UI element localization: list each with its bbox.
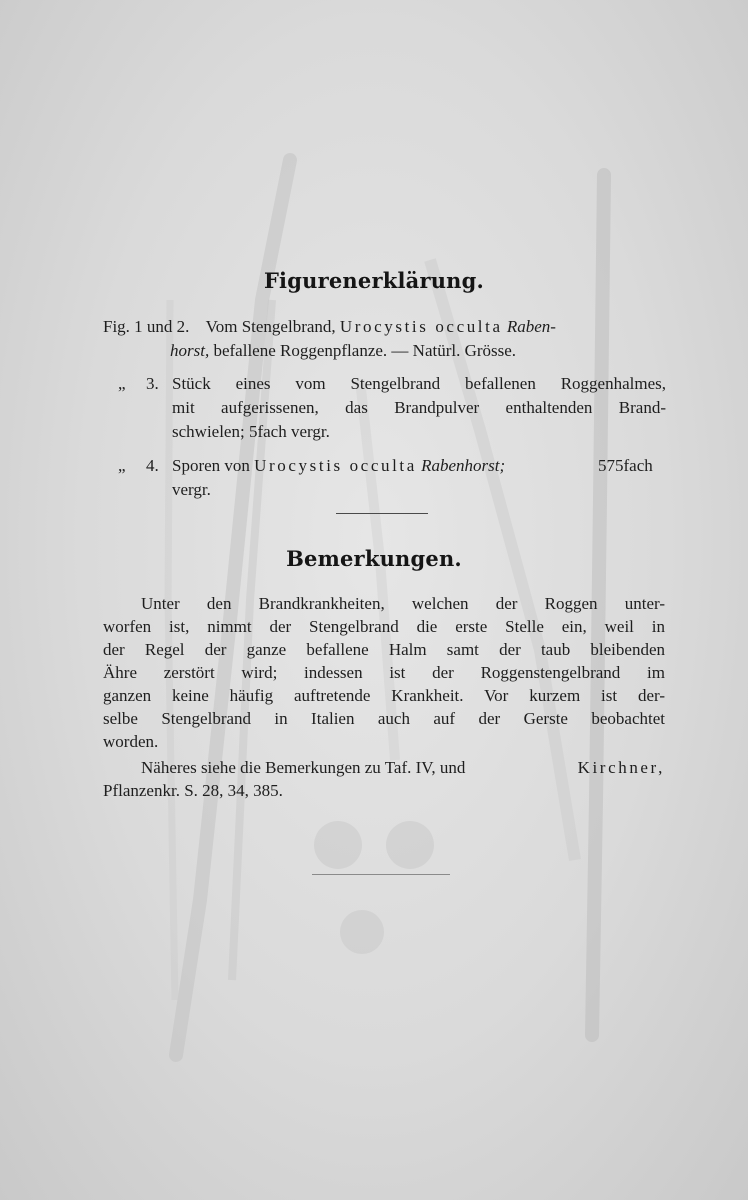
fig-1-2-number: Fig. 1 und 2. [103, 317, 190, 336]
remarks-line-6: selbe Stengelbrand in Italien auch auf der Gerste beobachtet [103, 709, 665, 728]
remarks-line-2: worfen ist, nimmt der Stengelbrand die erste Stelle ein, weil in [103, 617, 665, 636]
remarks-line-7: worden. [103, 732, 159, 751]
remarks-line-1: Unter den Brandkrankheiten, welchen der Roggen unter- [141, 594, 665, 613]
fig-3-line-3: schwielen; 5fach vergr. [172, 422, 330, 441]
remarks-line-5: ganzen keine häufig auftretende Krankheit. Vor kurzem ist der- [103, 686, 665, 705]
reference-line-1 [141, 757, 665, 779]
reference-text: Näheres siehe die Bemerkungen zu Taf. IV, und [141, 758, 466, 777]
fig-3-number: 3. [146, 374, 159, 393]
fig-1-2-entry [103, 316, 556, 338]
reference-line-2: Pflanzenkr. S. 28, 34, 385. [103, 781, 283, 800]
fig-4-author: Rabenhorst; [421, 456, 506, 475]
remarks-line-3: der Regel der ganze befallene Halm samt der taub bleibenden [103, 640, 665, 659]
fig-1-2-author: Raben- [506, 317, 556, 336]
remarks-line-4: Ähre zerstört wird; indessen ist der Roggenstengelbrand im [103, 663, 665, 682]
fig-1-2-species: Urocystis occulta [339, 317, 503, 336]
fig-4-magnification: 575fach [598, 456, 653, 475]
fig-1-2-description: befallene Roggenpflanze. — Natürl. Grösse. [213, 341, 517, 360]
legend-heading: Figurenerklärung. [263, 268, 485, 293]
fig-4-number: 4. [146, 456, 159, 475]
fig-1-2-entry-line-2 [170, 340, 516, 362]
remarks-heading: Bemerkungen. [286, 546, 462, 571]
reference-author: Kirchner, [577, 758, 665, 777]
fig-4-text: Sporen von [172, 456, 250, 475]
section-divider [336, 513, 428, 514]
fig-1-2-text: Vom Stengelbrand, [205, 317, 336, 336]
fig-1-2-author-cont: horst, [170, 341, 210, 360]
fig-4-species: Urocystis occulta [254, 456, 417, 475]
fig-3-marker: „ [118, 374, 126, 393]
end-divider [312, 874, 450, 875]
fig-3-line-1: Stück eines vom Stengelbrand befallenen Roggenhalmes, [172, 374, 666, 393]
fig-4-marker: „ [118, 456, 126, 475]
fig-3-line-2: mit aufgerissenen, das Brandpulver enthaltenden Brand- [172, 398, 666, 417]
fig-4-entry [172, 455, 505, 477]
fig-4-line-2: vergr. [172, 480, 211, 499]
